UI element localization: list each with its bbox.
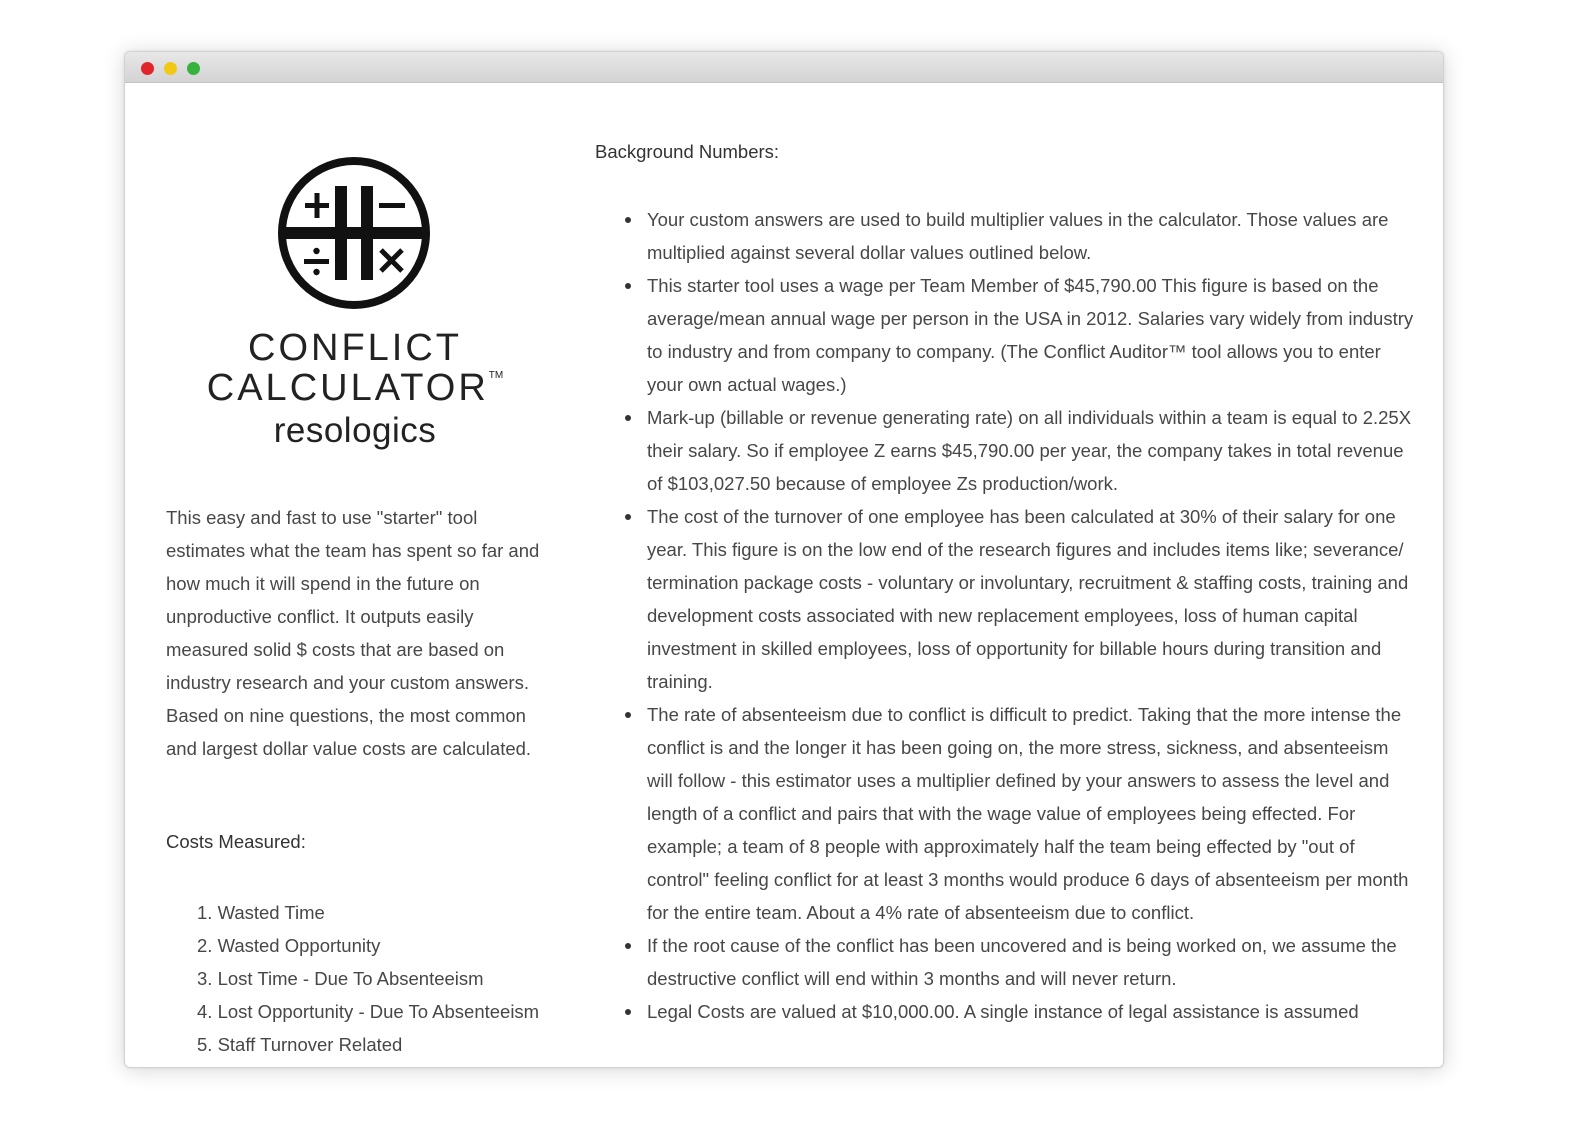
bullet-icon — [625, 943, 631, 949]
browser-window — [124, 51, 1444, 1068]
minimize-window-button[interactable] — [164, 62, 177, 75]
list-item: 2. Wasted Opportunity — [197, 935, 381, 956]
list-item: The cost of the turnover of one employee has been calculated at 30% of their salary for one year. This figure is on the low end of the research figures and includes items like; severance/ termination package costs - voluntary or involuntary, recruitment & staffing costs, training and development costs associated with new replacement employees, loss of human capital investment in skilled employees, loss of opportunity for billable hours during transition and training. — [625, 500, 1415, 698]
list-item: 4. Lost Opportunity - Due To Absenteeism — [197, 1001, 540, 1022]
background-numbers-list — [625, 203, 1415, 1028]
costs-measured-list — [197, 896, 557, 1061]
list-item: Legal Costs are valued at $10,000.00. A single instance of legal assistance is assumed — [625, 995, 1415, 1028]
costs-measured-heading: Costs Measured: — [166, 831, 306, 852]
list-item: Your custom answers are used to build multiplier values in the calculator. Those values are multiplied against several dollar values outlined below. — [625, 203, 1415, 269]
background-numbers-heading: Background Numbers: — [595, 141, 780, 162]
close-window-button[interactable] — [141, 62, 154, 75]
bullet-icon — [625, 1009, 631, 1015]
list-item: If the root cause of the conflict has been uncovered and is being worked on, we assume the destructive conflict will end within 3 months and will never return. — [625, 929, 1415, 995]
trademark-mark: TM — [488, 370, 504, 381]
list-item: 5. Staff Turnover Related — [197, 1034, 403, 1055]
intro-paragraph: This easy and fast to use "starter" tool estimates what the team has spent so far and how much it will spend in the future on unproductive conflict. It outputs easily measured solid $ costs that are based on industry research and your custom answers. Based on nine questions, the most common and largest dollar value costs are calculated. — [166, 507, 540, 759]
brand-name-line2: CALCULATOR™ — [206, 367, 504, 409]
list-item: The rate of absenteeism due to conflict is difficult to predict. Taking that the more intense the conflict is and the longer it has been going on, the more stress, sickness, and absenteeism will follow - this estimator uses a multiplier defined by your answers to assess the level and length of a conflict and pairs that with the wage value of employees being effected. For example; a team of 8 people with approximately half the team being effected by "out of control" feeling conflict for at least 3 months would produce 6 days of absenteeism per month for the entire team. About a 4% rate of absenteeism due to conflict. — [625, 698, 1415, 929]
page-content — [125, 84, 1443, 1068]
bullet-icon — [625, 712, 631, 718]
bullet-icon — [625, 217, 631, 223]
window-titlebar — [125, 52, 1443, 83]
brand-name-line1: CONFLICT — [248, 327, 462, 369]
list-item: Mark-up (billable or revenue generating rate) on all individuals within a team is equal to 2.25X their salary. So if employee Z earns $45,790.00 per year, the company takes in total revenue of $103,027.50 because of employee Zs production/work. — [625, 401, 1415, 500]
list-item: This starter tool uses a wage per Team Member of $45,790.00 This figure is based on the average/mean annual wage per person in the USA in 2012. Salaries vary widely from industry to industry and from company to company. (The Conflict Auditor™ tool allows you to enter your own actual wages.) — [625, 269, 1415, 401]
list-item: 1. Wasted Time — [197, 902, 325, 923]
bullet-icon — [625, 283, 631, 289]
company-name: resologics — [273, 411, 437, 450]
bullet-icon — [625, 514, 631, 520]
list-item: 3. Lost Time - Due To Absenteeism — [197, 968, 484, 989]
calculator-symbols-logo-icon — [277, 156, 431, 310]
bullet-icon — [625, 415, 631, 421]
zoom-window-button[interactable] — [187, 62, 200, 75]
